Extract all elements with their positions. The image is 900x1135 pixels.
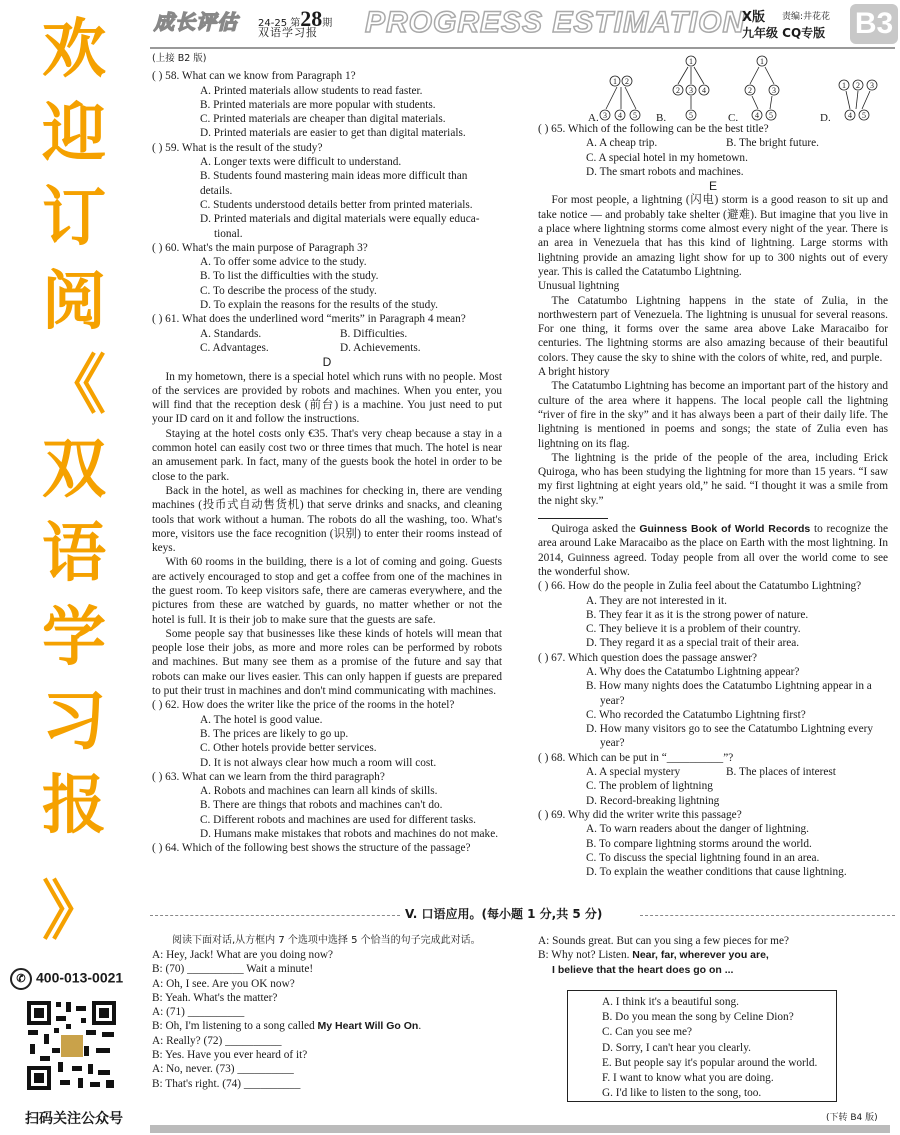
option[interactable]: B. Students found mastering main ideas more difficult than details. xyxy=(200,170,468,197)
svg-text:5: 5 xyxy=(689,111,693,120)
option-continued: year? xyxy=(600,737,625,750)
phone-text: 400-013-0021 xyxy=(36,969,124,986)
svg-text:1: 1 xyxy=(613,77,617,86)
progress-estimation-title: PROGRESS ESTIMATION xyxy=(365,6,746,39)
option[interactable]: D. Humans make mistakes that robots and machines do not make. xyxy=(200,828,499,841)
book-title: Guinness Book of World Records xyxy=(639,523,811,536)
passage-paragraph: The Catatumbo Lightning has become an important part of the history and culture of the area where it happens. The local people call the lightning “river of fire in the sky” and it has always been a part of their daily life. The lightning is mentioned in poems and songs; the state of Zulia even has lightning on its flag. xyxy=(538,380,888,450)
option[interactable]: A. A cheap trip. xyxy=(586,137,658,150)
option[interactable]: C. Students understood details better from printed materials. xyxy=(200,198,473,211)
editor-label: 责编:井花花 xyxy=(782,12,831,22)
banner-char: 学 xyxy=(42,601,106,675)
grade-label: 九年级 CQ专版 xyxy=(742,26,826,40)
option[interactable]: A. They are not interested in it. xyxy=(586,594,727,607)
question-stem: ( ) 58. What can we know from Paragraph 1? xyxy=(152,70,356,83)
question-stem: ( ) 65. Which of the following can be the best title? xyxy=(538,123,769,135)
passage-paragraph xyxy=(538,522,888,579)
question-63 xyxy=(152,770,502,841)
dialog-line xyxy=(538,948,893,962)
banner-char: 欢 xyxy=(42,13,106,87)
svg-text:3: 3 xyxy=(689,86,693,95)
banner-char: 习 xyxy=(42,685,106,759)
choice-option[interactable]: F. I want to know what you are doing. xyxy=(602,1072,774,1085)
question-62 xyxy=(152,698,502,769)
option[interactable]: D. To explain the weather conditions that cause lightning. xyxy=(586,866,847,879)
qr-code[interactable] xyxy=(24,998,119,1093)
option[interactable]: A. Why does the Catatumbo Lightning appear? xyxy=(586,665,800,678)
svg-text:3: 3 xyxy=(772,86,776,95)
passage-paragraph: Back in the hotel, as well as machines for checking in, there are vending machines (投币式自动售货机) that serve drinks and snacks, and cleaning tools that work without a human. The robots do all the washing, too. What's more, visitors use the face recognition (识别) to enter their rooms instead of keys. xyxy=(152,484,502,555)
passage-paragraph: In my hometown, there is a special hotel which runs with no people. Most of the services are provided by robots and machines. When you enter, you will find that the reception desk (前台) is a machine. You just need to put your ID card on it and follow the instructions. xyxy=(152,370,502,426)
text-span: B: Why not? Listen. xyxy=(538,949,633,962)
option[interactable]: A. Robots and machines can learn all kinds of skills. xyxy=(200,785,438,798)
svg-text:1: 1 xyxy=(760,57,764,66)
dialog-line xyxy=(152,1019,512,1033)
option-continued: year? xyxy=(600,694,625,707)
dialog-line: A: Oh, I see. Are you OK now? xyxy=(152,977,295,990)
phone-icon: ✆ xyxy=(10,968,32,990)
text-span: to recognize the area around Lake Maracaibo as the place on Earth with the most lightning. In 2014, Guinness agreed. Today people from all over the world come to see the wonderful show. xyxy=(538,523,888,578)
dialog-line: A: Sounds great. But can you sing a few pieces for me? xyxy=(538,935,789,947)
lyrics: Near, far, wherever you are, xyxy=(632,949,769,962)
svg-text:4: 4 xyxy=(618,111,622,120)
dialog-line: A: Hey, Jack! What are you doing now? xyxy=(152,949,334,961)
banner-char: 迎 xyxy=(42,97,106,171)
option[interactable]: D. Printed materials are easier to get than digital materials. xyxy=(200,127,466,140)
scan-follow-text: 扫码关注公众号 xyxy=(25,1111,123,1127)
question-stem: ( ) 67. Which question does the passage answer? xyxy=(538,651,758,664)
banner-char: 》 xyxy=(42,875,106,949)
passage-e-label: E xyxy=(708,179,717,194)
text-span: . xyxy=(418,1020,422,1033)
option-continued: tional. xyxy=(214,227,243,240)
phone-number xyxy=(10,968,140,990)
question-stem: ( ) 62. How does the writer like the price of the rooms in the hotel? xyxy=(152,699,455,712)
option[interactable]: A. To warn readers about the danger of lightning. xyxy=(586,823,809,836)
svg-text:4: 4 xyxy=(702,86,706,95)
options-box xyxy=(567,990,837,1102)
text-span: B: Oh, I'm listening to a song called xyxy=(152,1020,318,1033)
option[interactable]: D. To explain the reasons for the results of the study. xyxy=(200,299,438,312)
question-stem: ( ) 64. Which of the following best shows the structure of the passage? xyxy=(152,842,471,855)
dialog-line[interactable]: B: That's right. (74) __________ xyxy=(152,1077,301,1090)
option[interactable]: C. Different robots and machines are used for different tasks. xyxy=(200,813,476,826)
continued-from: (上接 B2 版) xyxy=(152,53,207,64)
subheading: Unusual lightning xyxy=(538,280,620,293)
paper-name: 双语学习报 xyxy=(258,26,318,39)
svg-text:2: 2 xyxy=(856,81,860,90)
svg-text:1: 1 xyxy=(842,81,846,90)
text-span: Quiroga asked the xyxy=(551,523,640,536)
passage-paragraph: The lightning is the pride of the people of the area, including Erick Quiroga, who has been studying the lightning for more than 15 years. “I saw my first lightning at eight years old,” he said. “I thought it was a smile from the night sky.” xyxy=(538,451,888,507)
option[interactable]: B. Difficulties. xyxy=(340,327,408,340)
option[interactable]: B. To list the difficulties with the study. xyxy=(200,270,379,283)
song-title: My Heart Will Go On xyxy=(317,1020,419,1033)
diagram-label-d[interactable]: D. xyxy=(820,112,831,124)
dialog-line[interactable]: A: No, never. (73) __________ xyxy=(152,1063,294,1076)
option[interactable]: B. Printed materials are more popular with students. xyxy=(200,98,436,111)
choice-option[interactable]: A. I think it's a beautiful song. xyxy=(602,996,739,1008)
question-60 xyxy=(152,241,502,312)
passage-paragraph: Staying at the hotel costs only €35. That's very cheap because a stay in a common hotel can easily cost two or three times that much. The hotel is near an amusement park. In fact, many of the guests book the hotel in order to be close to the park. xyxy=(152,427,502,483)
svg-text:3: 3 xyxy=(603,111,607,120)
svg-text:5: 5 xyxy=(862,111,866,120)
svg-text:4: 4 xyxy=(755,111,759,120)
option[interactable]: A. A special mystery xyxy=(586,766,681,779)
dashed-rule xyxy=(150,915,400,916)
issue-digits: 28 xyxy=(300,6,323,31)
option[interactable]: C. To discuss the special lightning found in an area. xyxy=(586,851,820,864)
blank-heading-line[interactable] xyxy=(538,518,608,519)
svg-text:2: 2 xyxy=(748,86,752,95)
continued-next: (下转 B4 版) xyxy=(826,1113,878,1123)
option[interactable]: A. Longer texts were difficult to understand. xyxy=(200,156,402,169)
section-v-header xyxy=(150,905,895,925)
question-stem: ( ) 61. What does the underlined word “merits” in Paragraph 4 mean? xyxy=(152,313,466,326)
page-number-badge: B3 xyxy=(850,4,898,44)
question-68 xyxy=(538,751,888,808)
option[interactable]: A. To offer some advice to the study. xyxy=(200,256,367,269)
choice-option[interactable]: C. Can you see me? xyxy=(602,1026,693,1039)
option[interactable]: B. The places of interest xyxy=(726,766,836,779)
question-67 xyxy=(538,651,888,751)
option[interactable]: A. The hotel is good value. xyxy=(200,713,323,726)
subheading: A bright history xyxy=(538,366,610,379)
svg-text:1: 1 xyxy=(689,57,693,66)
option[interactable]: B. How many nights does the Catatumbo Lightning appear in a xyxy=(586,680,872,693)
option[interactable]: B. There are things that robots and machines can't do. xyxy=(200,799,443,812)
dialog-line[interactable]: A: (71) __________ xyxy=(152,1006,245,1019)
option[interactable]: D. Achievements. xyxy=(340,341,421,354)
dialog-left xyxy=(152,934,512,1091)
question-65 xyxy=(538,122,888,179)
option[interactable]: C. Other hotels provide better services. xyxy=(200,742,377,755)
svg-text:3: 3 xyxy=(870,81,874,90)
dashed-rule xyxy=(640,915,895,916)
choice-option[interactable]: D. Sorry, I can't hear you clearly. xyxy=(602,1041,751,1054)
dialog-line: B: Yes. Have you ever heard of it? xyxy=(152,1049,308,1062)
structure-diagrams xyxy=(538,52,888,122)
question-stem: ( ) 69. Why did the writer write this passage? xyxy=(538,808,742,821)
question-stem: ( ) 63. What can we learn from the third paragraph? xyxy=(152,770,385,783)
banner-char: 双 xyxy=(42,433,106,507)
option[interactable]: C. The problem of lightning xyxy=(586,780,713,793)
question-59 xyxy=(152,141,502,241)
dialog-right xyxy=(538,934,893,977)
option[interactable]: D. Printed materials and digital materials were equally educa- xyxy=(200,213,480,226)
option[interactable]: C. They believe it is a problem of their country. xyxy=(586,623,801,636)
qr-code-icon xyxy=(24,998,119,1093)
diagram-label-c[interactable]: C. xyxy=(728,112,739,124)
option[interactable]: C. A special hotel in my hometown. xyxy=(586,151,748,164)
option[interactable]: B. The prices are likely to go up. xyxy=(200,727,349,740)
banner-char: 阅 xyxy=(42,265,106,339)
diagram-label-b[interactable]: B. xyxy=(656,112,667,124)
passage-d-label: D xyxy=(322,355,332,370)
banner-char: 报 xyxy=(42,769,106,843)
dialog-line[interactable]: B: (70) __________ Wait a minute! xyxy=(152,963,314,976)
version-label: X版 xyxy=(742,10,766,25)
diagram-label-a[interactable]: A. xyxy=(588,112,599,124)
option[interactable]: C. Advantages. xyxy=(200,341,269,354)
question-stem: ( ) 68. Which can be put in “__________”? xyxy=(538,751,734,764)
option[interactable]: C. To describe the process of the study. xyxy=(200,284,377,297)
question-61 xyxy=(152,312,502,355)
option[interactable]: D. How many visitors go to see the Catatumbo Lightning every xyxy=(586,723,874,736)
banner-char: 语 xyxy=(42,517,106,591)
question-69 xyxy=(538,808,888,879)
passage-paragraph: Some people say that businesses like these kinds of hotels will mean that people lose their jobs, as more and more roles can be performed by robots and machines. But many see them as a promise of the future and say that robots can make our lives easier. This can only happen if guests are prepared to put their trust in machines and don't mind communicating with machines. xyxy=(152,627,502,698)
dialog-line: B: Yeah. What's the matter? xyxy=(152,991,278,1004)
svg-text:5: 5 xyxy=(769,111,773,120)
subscription-banner xyxy=(0,0,145,1135)
issue-suffix: 期 xyxy=(322,18,333,29)
option[interactable]: A. Standards. xyxy=(200,327,262,340)
question-stem: ( ) 60. What's the main purpose of Paragraph 3? xyxy=(152,241,368,254)
banner-char: 《 xyxy=(42,349,106,423)
option[interactable]: D. They regard it as a special trait of their area. xyxy=(586,637,800,650)
passage-paragraph: The Catatumbo Lightning happens in the state of Zulia, in the northwestern part of Venezuela. The lightning is unusual for several reasons. For one thing, it forms over the same area above Lake Maracaibo for centuries. The lightning storms are also amazing because of their beautiful colors. They cause the sky to shine with the colors of white, red, and purple. xyxy=(538,294,888,364)
option[interactable]: B. They fear it as it is the strong power of nature. xyxy=(586,608,809,621)
choice-option[interactable]: G. I'd like to listen to the song, too. xyxy=(602,1087,762,1100)
option[interactable]: D. Record-breaking lightning xyxy=(586,794,720,807)
right-column xyxy=(538,52,888,879)
dialog-line[interactable]: A: Really? (72) __________ xyxy=(152,1034,282,1047)
lyrics: I believe that the heart does go on ... xyxy=(552,963,734,976)
question-stem: ( ) 66. How do the people in Zulia feel about the Catatumbo Lightning? xyxy=(538,580,862,593)
svg-text:5: 5 xyxy=(633,111,637,120)
option[interactable]: D. It is not always clear how much a room will cost. xyxy=(200,756,437,769)
question-66 xyxy=(538,579,888,650)
option[interactable]: A. Printed materials allow students to read faster. xyxy=(200,84,423,97)
svg-text:4: 4 xyxy=(848,111,852,120)
option[interactable]: C. Printed materials are cheaper than digital materials. xyxy=(200,113,446,126)
header-rule xyxy=(150,47,895,49)
question-64 xyxy=(152,841,502,855)
option[interactable]: D. The smart robots and machines. xyxy=(586,165,744,178)
question-stem: ( ) 59. What is the result of the study? xyxy=(152,141,323,154)
issue-prefix: 24-25 第 xyxy=(258,18,301,29)
section-instruction: 阅读下面对话,从方框内 7 个选项中选择 5 个恰当的句子完成此对话。 xyxy=(172,935,481,946)
passage-paragraph: With 60 rooms in the building, there is a lot of coming and going. Guests are actively encouraged to stop and get a coffee from one of the machines in the guest room. To keep visitors safe, there are cameras everywhere, and the pictures from these are watched by guards, no matter whether or not the hotel is full. It is their job to make sure that the guests are safe. xyxy=(152,556,502,626)
choice-option[interactable]: B. Do you mean the song by Celine Dion? xyxy=(602,1011,794,1024)
bottom-bar xyxy=(150,1125,890,1133)
svg-text:2: 2 xyxy=(676,86,680,95)
page-header xyxy=(150,0,900,48)
left-column xyxy=(152,52,502,856)
question-58 xyxy=(152,69,502,140)
brand-title: 成长评估 xyxy=(154,10,238,34)
banner-char: 订 xyxy=(42,181,106,255)
passage-paragraph: For most people, a lightning (闪电) storm is a good reason to sit up and take notice — and probably take shelter (避难). But imagine that you live in a place where lightning storms come almost every night of the year. There is an area in Venezuela that has this kind of lightning. Large storms with lightning provide an amazing light show for up to 300 nights out of every year. This is called the Catatumbo Lightning. xyxy=(538,194,888,278)
option[interactable]: C. Who recorded the Catatumbo Lightning first? xyxy=(586,708,806,721)
svg-text:2: 2 xyxy=(625,77,629,86)
option[interactable]: B. To compare lightning storms around the world. xyxy=(586,837,812,850)
section-v-title: V. 口语应用。(每小题 1 分,共 5 分) xyxy=(405,907,603,921)
option[interactable]: B. The bright future. xyxy=(726,137,819,150)
choice-option[interactable]: E. But people say it's popular around the world. xyxy=(602,1056,818,1069)
